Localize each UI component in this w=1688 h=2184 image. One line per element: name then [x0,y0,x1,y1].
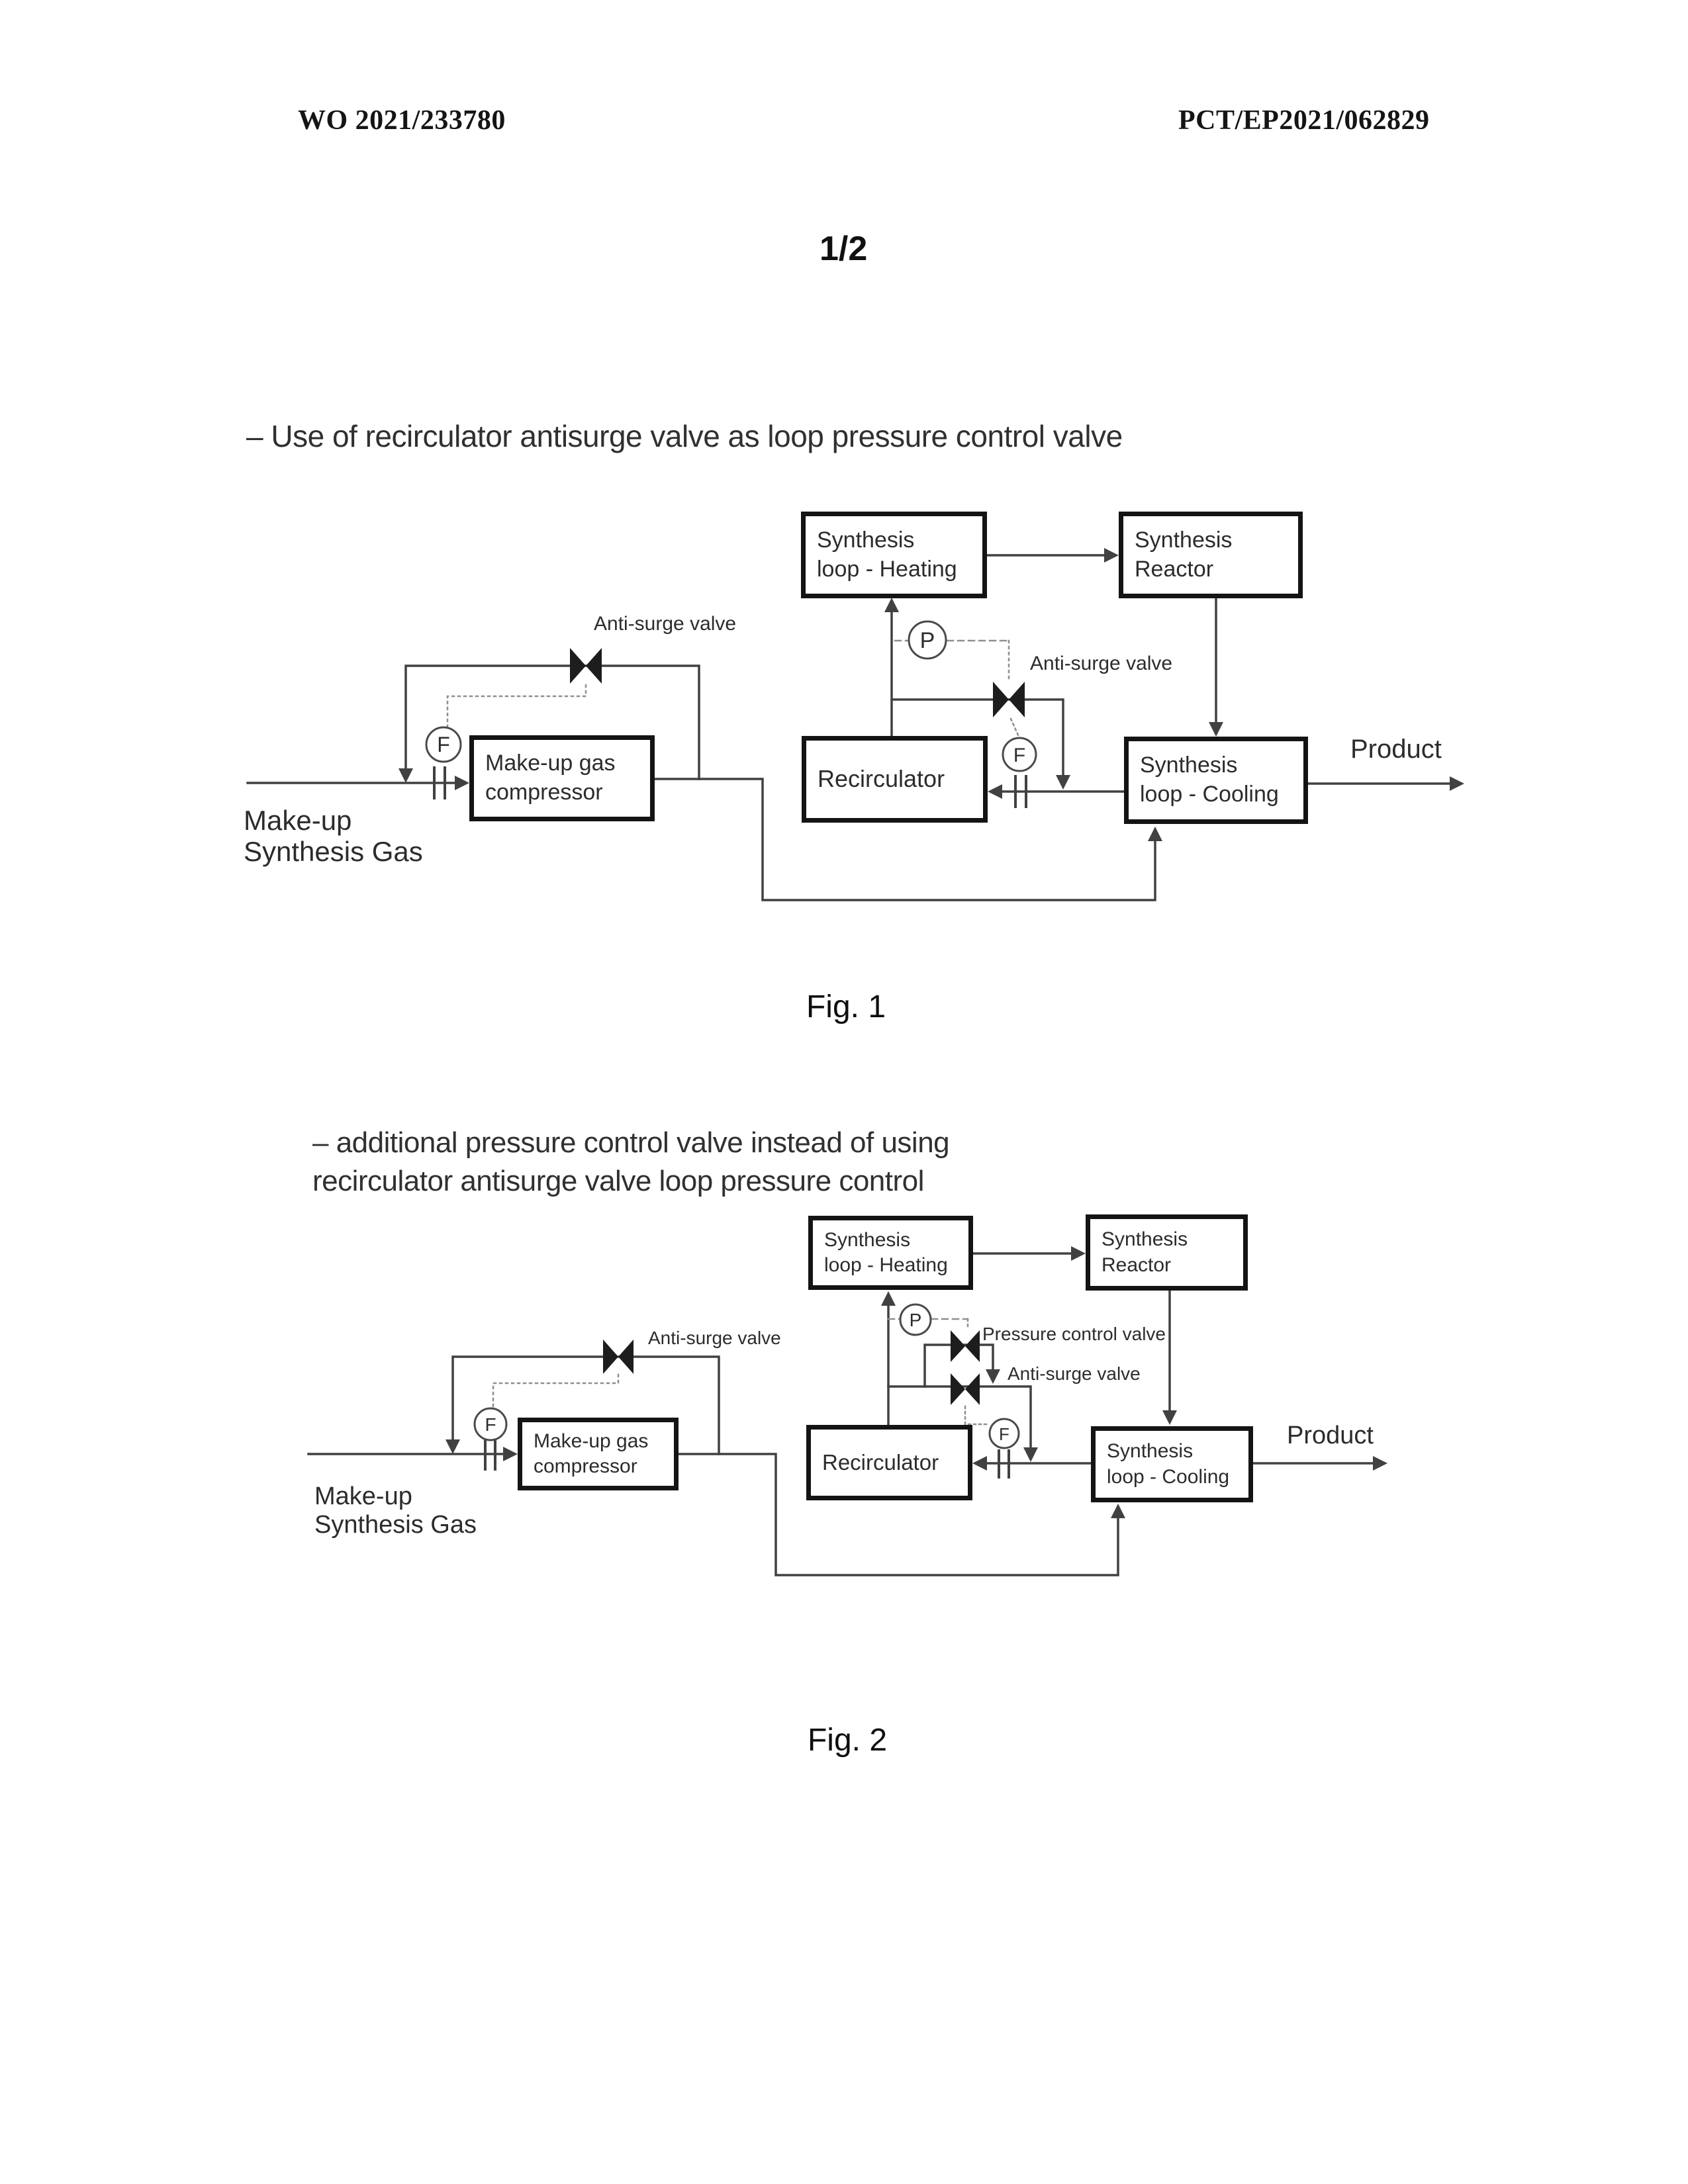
fig1-flow-signal-recirculator [1011,719,1019,737]
fig2-heating-label-line2: loop - Heating [824,1254,948,1276]
fig1-cooling-label-line2: loop - Cooling [1140,782,1279,807]
fig1-compressor-label-line1: Make-up gas [485,751,616,776]
fig2-reactor-label-line1: Synthesis [1102,1228,1188,1251]
fig2-makeup-label-line1: Make-up [314,1482,412,1510]
fig1-recirculator-label: Recirculator [818,765,945,793]
fig1-makeup-synthesis-gas-label [244,805,423,867]
application-number: PCT/EP2021/062829 [1178,105,1430,136]
fig2-antisurge-valve-label-compressor: Anti-surge valve [648,1328,781,1348]
fig1-arrow-antisurge-to-suction [1056,775,1070,790]
fig2-box-synthesis-loop-heating [808,1216,973,1290]
fig2-reactor-label-line2: Reactor [1102,1253,1172,1276]
fig1-flow-signal-compressor [447,685,586,726]
fig2-cooling-label-line1: Synthesis [1107,1440,1194,1463]
fig1-arrow-into-compressor [455,776,469,790]
fig2-arrow-into-cooling-bottom [1111,1504,1125,1518]
fig1-arrow-recycle-to-suction [399,768,413,783]
fig2-makeup-synthesis-gas-label [314,1482,477,1539]
fig2-box-recirculator [806,1425,972,1500]
fig1-flow-instrument-recirculator-letter: F [1013,745,1026,766]
fig2-title-line2: recirculator antisurge valve loop pressure control [312,1165,924,1197]
fig1-arrow-into-heating [884,598,899,612]
fig1-antisurge-valve-compressor-icon [570,648,602,684]
fig2-flow-instrument-compressor-letter: F [485,1414,496,1435]
fig1-antisurge-valve-recirculator-icon [993,682,1025,717]
fig2-arrow-product-out [1373,1456,1387,1471]
fig1-arrow-into-cooling-bottom [1148,827,1162,841]
fig1-caption: Fig. 1 [806,989,886,1024]
fig2-antisurge-valve-recirculator-icon [951,1373,980,1405]
fig1-compressor-label-line2: compressor [485,780,603,805]
fig2-makeup-label-line2: Synthesis Gas [314,1510,477,1539]
fig2-compressor-label-line1: Make-up gas [534,1430,649,1452]
fig2-heating-label-line1: Synthesis [824,1228,911,1251]
sheet-number: 1/2 [820,230,868,268]
fig2-caption: Fig. 2 [807,1723,888,1758]
fig2-flow-instrument-recirculator-letter: F [999,1424,1009,1444]
fig1-arrow-product-out [1450,776,1464,791]
fig1-linework [248,548,1464,900]
fig2-arrow-into-compressor [503,1447,518,1461]
fig1-reactor-label-line1: Synthesis [1135,527,1233,553]
fig2-antisurge-valve-label-recirculator: Anti-surge valve [1008,1363,1141,1384]
fig1-box-synthesis-loop-heating [801,512,987,598]
fig1-cooling-label-line1: Synthesis [1140,752,1238,778]
fig2-antisurge-valve-compressor-icon [603,1340,633,1374]
fig1-makeup-label-line1: Make-up [244,805,352,836]
fig1-box-makeup-gas-compressor [469,735,655,821]
fig2-arrow-antisurge-to-suction [1023,1447,1038,1462]
fig2-flow-signal-recirculator [965,1406,988,1424]
fig1-arrow-into-reactor [1104,548,1119,563]
fig1-pressure-instrument-letter: P [919,628,935,653]
fig1-flow-instrument-compressor-letter: F [437,733,450,756]
fig1-heating-label-line2: loop - Heating [817,556,957,582]
publication-number: WO 2021/233780 [298,105,506,136]
fig2-arrow-into-heating [881,1291,896,1306]
fig2-product-label: Product [1287,1422,1374,1449]
fig2-arrow-into-reactor [1071,1246,1086,1261]
fig1-heating-label-line1: Synthesis [817,527,915,553]
fig1-box-recirculator [802,736,988,823]
fig2-cooling-label-line2: loop - Cooling [1107,1465,1230,1488]
fig2-pressure-control-valve-label: Pressure control valve [982,1324,1166,1344]
fig2-arrow-into-recirculator [972,1456,987,1471]
fig2-arrow-into-cooling-top [1162,1410,1177,1425]
fig2-arrow-pcv-to-line [986,1369,1000,1384]
fig1-box-synthesis-reactor [1119,512,1303,598]
fig2-box-synthesis-loop-cooling [1091,1426,1253,1502]
fig2-pressure-control-valve-icon [951,1330,980,1362]
fig1-antisurge-valve-label-compressor: Anti-surge valve [594,613,737,635]
fig2-title-line1: – additional pressure control valve instead of using [312,1126,950,1159]
fig2-recirculator-label: Recirculator [822,1449,939,1475]
fig1-arrow-into-cooling-top [1209,722,1223,737]
fig2-box-synthesis-reactor [1086,1214,1248,1291]
fig1-arrow-into-recirculator [988,784,1002,799]
fig1-reactor-label-line2: Reactor [1135,556,1214,582]
fig1-product-label: Product [1350,735,1442,764]
fig2-box-makeup-gas-compressor [518,1418,679,1490]
fig1-box-synthesis-loop-cooling [1124,737,1308,824]
fig1-title: – Use of recirculator antisurge valve as loop pressure control valve [246,419,1123,453]
fig1-makeup-label-line2: Synthesis Gas [244,836,423,868]
fig1-antisurge-valve-label-recirculator: Anti-surge valve [1030,653,1173,674]
fig2-pressure-instrument-letter: P [909,1310,922,1330]
fig2-compressor-label-line2: compressor [534,1455,637,1477]
fig2-arrow-recycle-to-suction [445,1439,460,1454]
fig2-flow-signal-compressor [493,1375,618,1407]
